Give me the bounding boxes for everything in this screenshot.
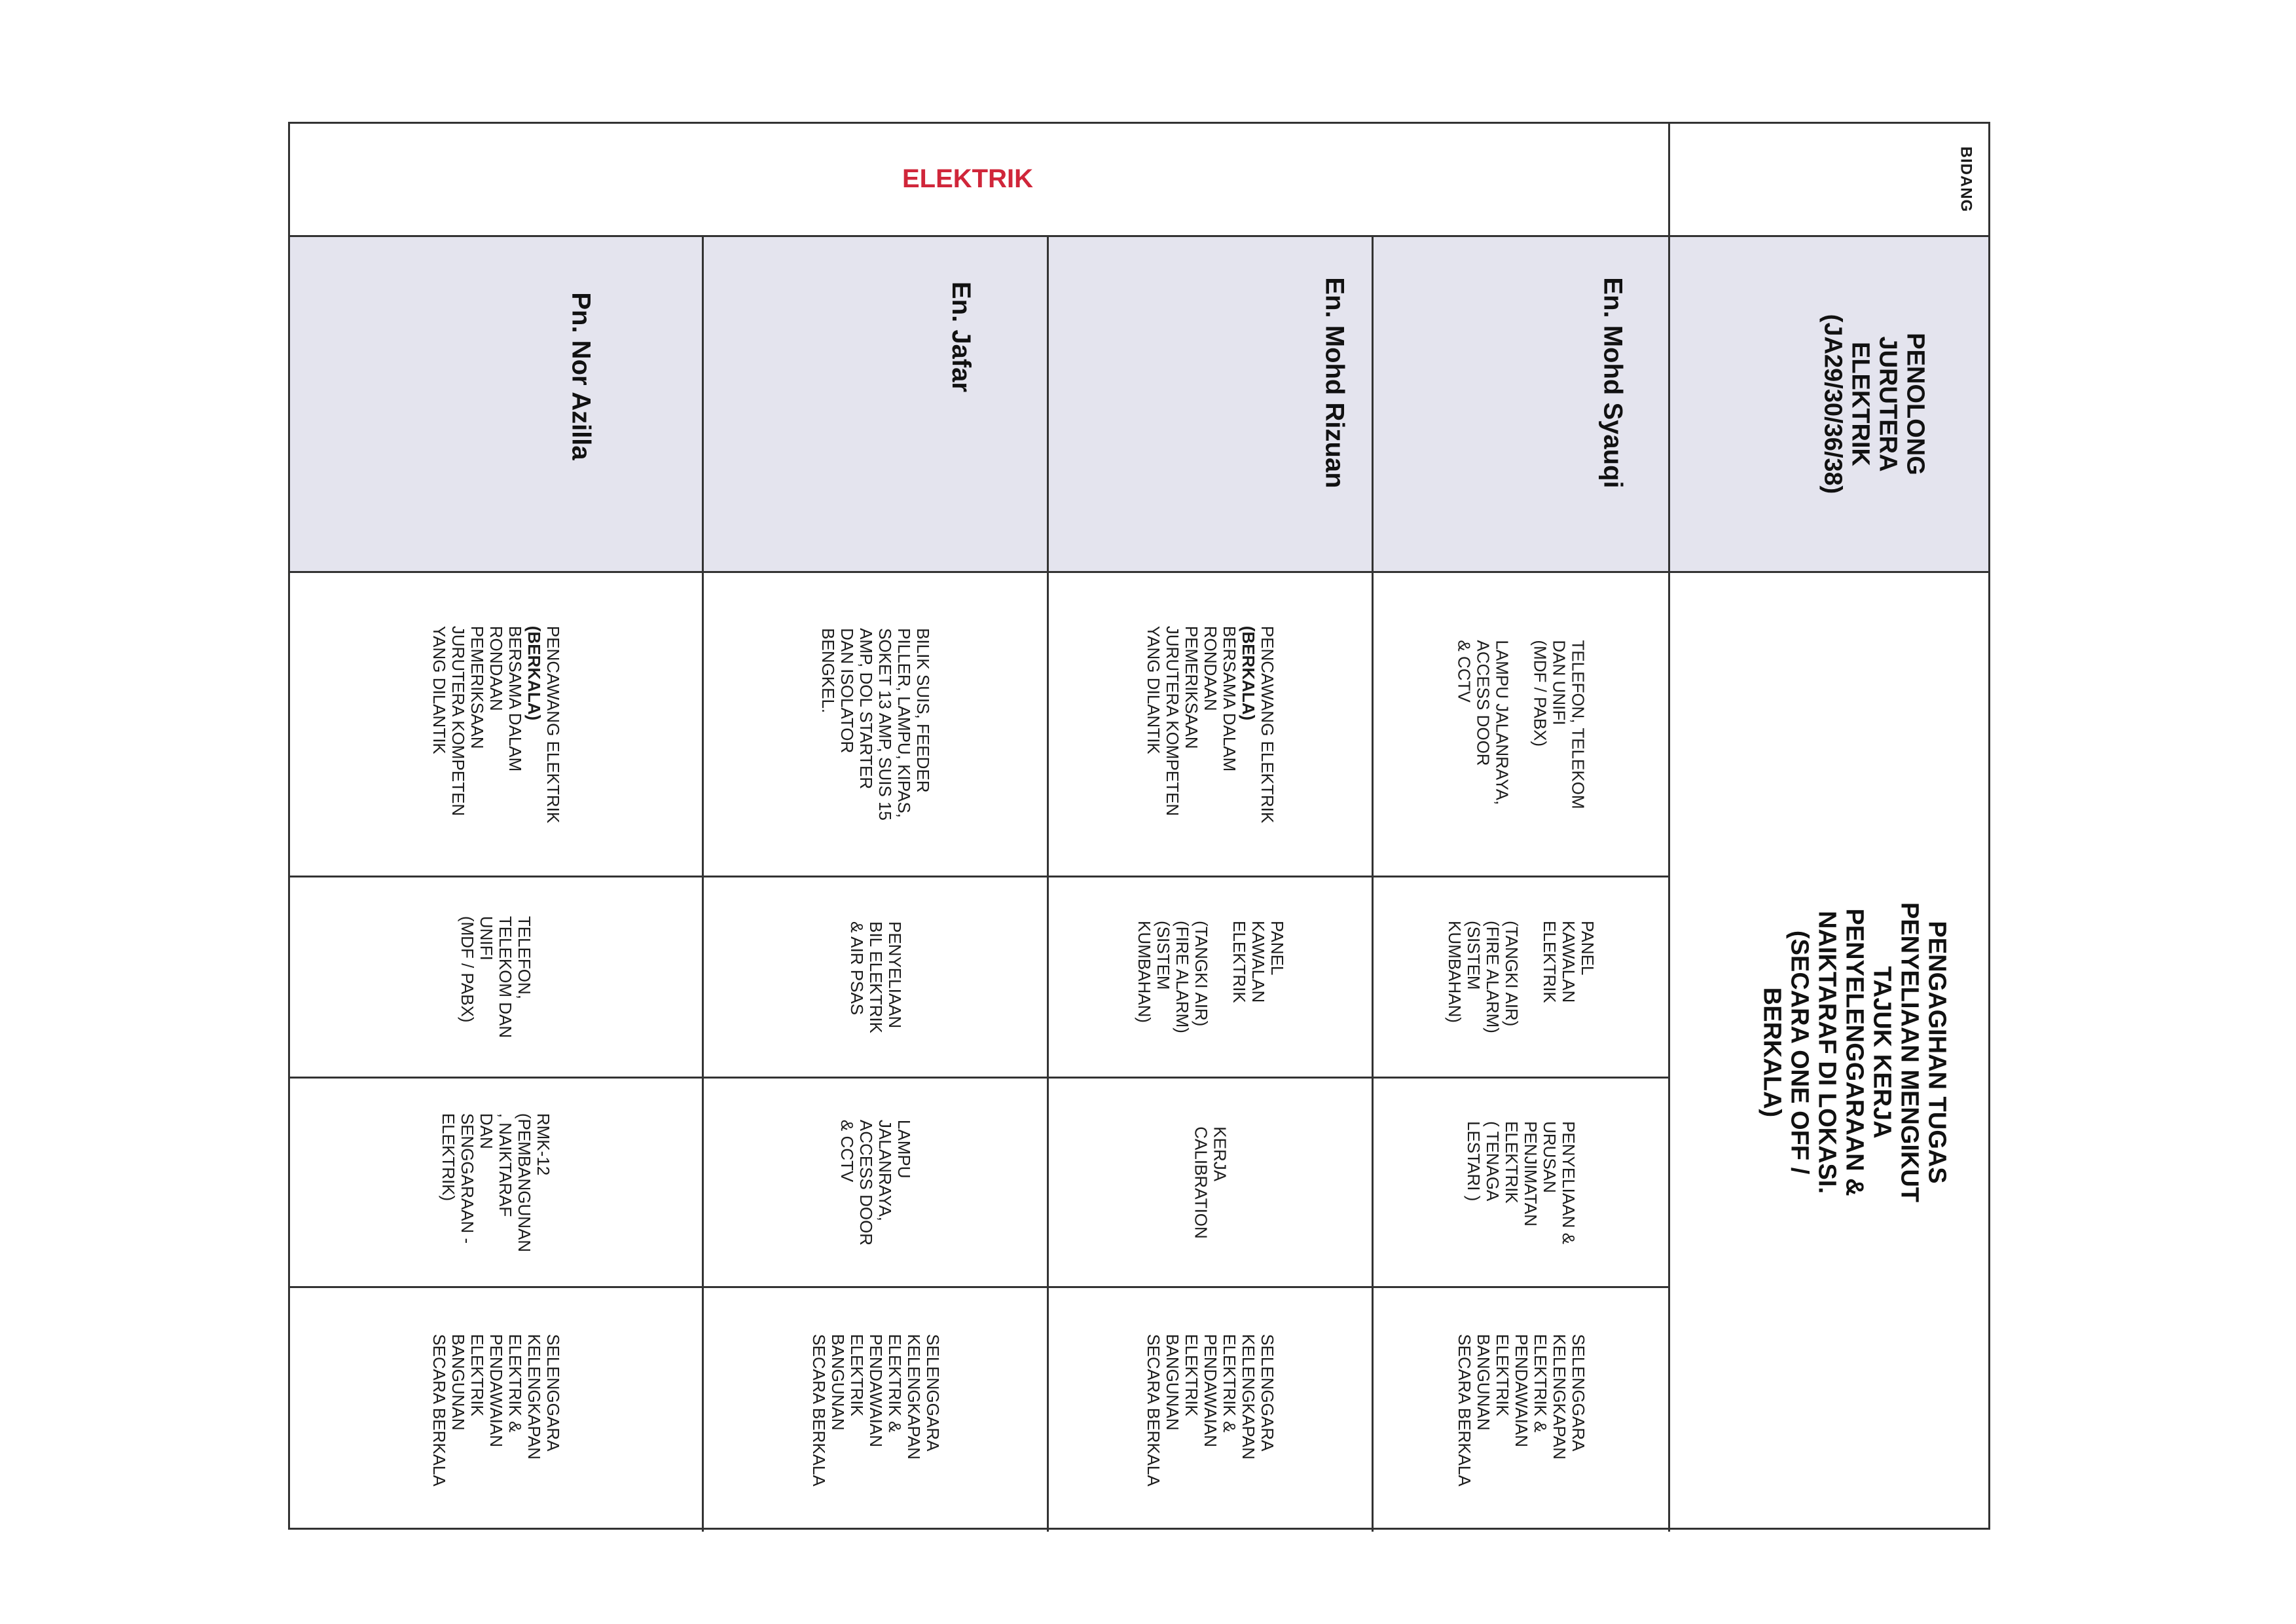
task-bold-line: (BERKALA) xyxy=(524,625,544,720)
task-text: TELEFON, TELEKOM DAN UNIFI (MDF / PABX) xyxy=(458,915,535,1039)
name-cell xyxy=(290,237,702,571)
task-cell xyxy=(704,573,1047,876)
position-title-cell xyxy=(1668,237,1988,571)
name-cell xyxy=(1374,237,1668,571)
task-text-line: PENCAWANG ELEKTRIK xyxy=(1258,625,1277,823)
task-text: PENYELIAAN & URUSAN PENJIMATAN ELEKTRIK ( TENAGA LESTARI ) xyxy=(1463,1120,1578,1244)
task-text xyxy=(429,625,562,822)
bidang-value: ELEKTRIK xyxy=(902,164,1033,193)
name-cell xyxy=(1049,237,1372,571)
task-text: SELENGGARA KELENGKAPAN ELEKTRIK & PENDAWAIAN ELEKTRIK BANGUNAN SECARA BERKALA xyxy=(1454,1333,1588,1486)
person-name: En. Mohd Rizuan xyxy=(1321,277,1349,489)
task-text: LAMPU JALANRAYA, ACCESS DOOR & CCTV xyxy=(837,1119,914,1246)
task-text: BILIK SUIS, FEEDER PILLER, LAMPU, KIPAS, SOKET 13 AMP, SUIS 15 AMP, DOL STARTER DAN ISOLATOR BENGKEL. xyxy=(818,628,933,821)
task-text: SELENGGARA KELENGKAPAN ELEKTRIK & PENDAWAIAN ELEKTRIK BANGUNAN SECARA BERKALA xyxy=(809,1333,943,1486)
task-cell xyxy=(1049,1288,1372,1532)
task-cell xyxy=(704,1079,1047,1286)
task-text: TELEFON, TELEKOM DAN UNIFI (MDF / PABX) LAMPU JALANRAYA, ACCESS DOOR & CCTV xyxy=(1454,639,1588,809)
bidang-label-cell xyxy=(1668,124,1988,235)
task-text: PENYELIAAN BIL ELEKTRIK & AIR PSAS xyxy=(847,921,905,1033)
task-cell xyxy=(290,1079,702,1286)
task-cell xyxy=(1374,877,1668,1077)
task-cell xyxy=(1049,573,1372,876)
task-text-line: PENCAWANG ELEKTRIK xyxy=(543,625,563,823)
task-text: RMK-12 (PEMBANGUNAN , NAIKTARAF DAN SENGGARAAN - ELEKTRIK) xyxy=(439,1113,554,1252)
name-cell xyxy=(704,237,1047,571)
task-text: PANEL KAWALAN ELEKTRIK (TANGKI AIR) (FIRE ALARM) (SISTEM KUMBAHAN) xyxy=(1134,921,1287,1033)
table-heading-cell xyxy=(1668,573,1988,1532)
person-name: Pn. Nor Azilla xyxy=(566,292,596,460)
task-text-rest: BERSAMA DALAM RONDAAN PEMERIKSAAN JURUTERA KOMPETEN YANG DILANTIK xyxy=(1144,625,1239,816)
task-cell xyxy=(290,877,702,1077)
task-cell xyxy=(290,573,702,876)
task-cell xyxy=(704,1288,1047,1532)
task-cell xyxy=(1374,1079,1668,1286)
task-cell xyxy=(704,877,1047,1077)
task-text: PANEL KAWALAN ELEKTRIK (TANGKI AIR) (FIRE ALARM) (SISTEM KUMBAHAN) xyxy=(1444,921,1597,1033)
task-bold-line: (BERKALA) xyxy=(1239,625,1258,720)
task-table xyxy=(288,122,1990,1530)
bidang-label: BIDANG xyxy=(1957,146,1975,213)
task-text xyxy=(1144,625,1277,822)
table-heading: PENGAGIHAN TUGAS PENYELIAAN MENGIKUT TAJUK KERJA PENYELENGGARAAN & NAIKTARAF DI LOKASI. (SECARA ONE OFF / BERKALA) xyxy=(1758,902,1951,1203)
task-text: KERJA CALIBRATION xyxy=(1191,1126,1230,1239)
task-text: SELENGGARA KELENGKAPAN ELEKTRIK & PENDAWAIAN ELEKTRIK BANGUNAN SECARA BERKALA xyxy=(429,1333,563,1486)
task-text: SELENGGARA KELENGKAPAN ELEKTRIK & PENDAWAIAN ELEKTRIK BANGUNAN SECARA BERKALA xyxy=(1144,1333,1277,1486)
person-name: En. Jafar xyxy=(946,282,975,392)
task-cell xyxy=(1374,1288,1668,1532)
task-text-rest: BERSAMA DALAM RONDAAN PEMERIKSAAN JURUTERA KOMPETEN YANG DILANTIK xyxy=(429,625,525,816)
task-cell xyxy=(290,1288,702,1532)
task-cell xyxy=(1374,573,1668,876)
position-title: PENOLONG JURUTERA ELEKTRIK (JA29/30/36/38) xyxy=(1819,314,1929,494)
task-cell xyxy=(1049,1079,1372,1286)
task-cell xyxy=(1049,877,1372,1077)
person-name: En. Mohd Syauqi xyxy=(1598,277,1628,489)
